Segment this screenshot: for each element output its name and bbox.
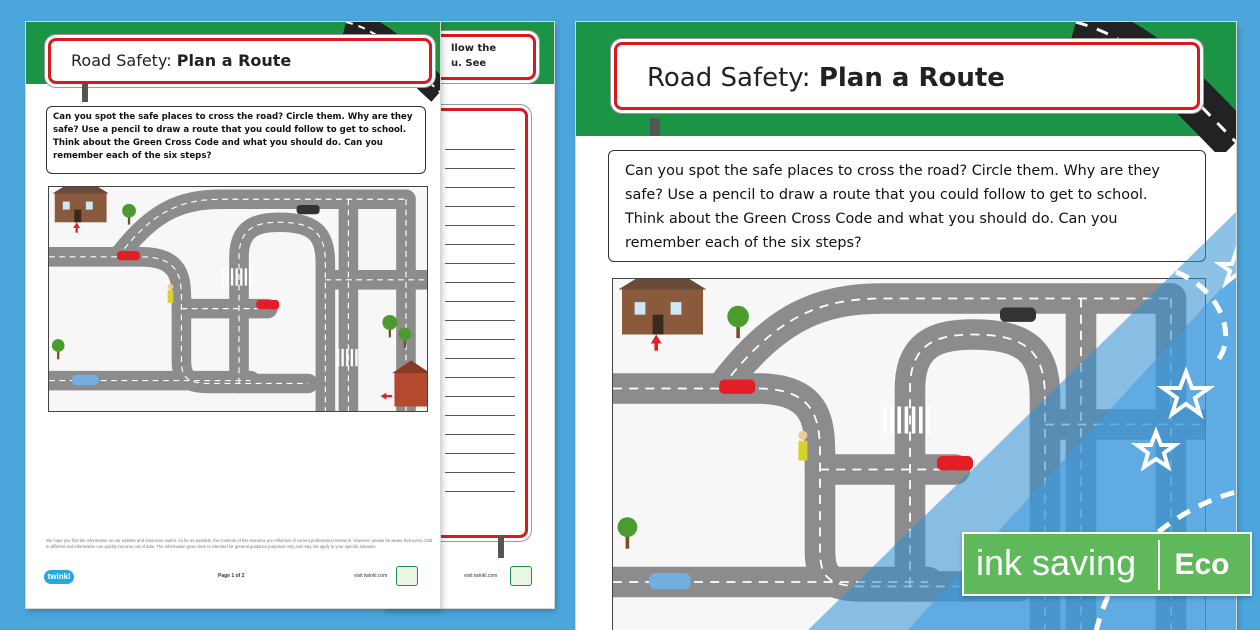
page-title xyxy=(71,51,291,70)
page2-partial-text-2: u. See xyxy=(451,58,487,69)
twinkl-logo[interactable]: twinkl xyxy=(44,570,74,584)
page2-partial-text-1: llow the xyxy=(451,43,497,54)
title-regular: Road Safety: xyxy=(647,63,811,93)
page2-title-sign xyxy=(424,34,536,80)
instructions-text: Can you spot the safe places to cross the road? Circle them. Why are they safe? Use a pencil to draw a route that you could follow to get to school. Think about the Green Cross Code and what you should do. Can you remember each of the six steps? xyxy=(53,112,413,161)
page2-answer-box xyxy=(432,108,528,538)
eco-logo xyxy=(396,566,418,586)
ink-saving-eco-badge xyxy=(962,532,1252,596)
title-sign xyxy=(48,38,432,84)
sign-post xyxy=(498,536,504,558)
eco-label: Eco xyxy=(1158,540,1244,590)
title-bold: Plan a Route xyxy=(176,51,292,70)
page2-site-link[interactable]: visit twinkl.com xyxy=(464,573,498,579)
ink-saving-label: ink saving xyxy=(976,542,1137,583)
disclaimer-text: We hope you find the information on our website and resources useful. As far as possible, the contents of this resource are reflective of current professional research. However, please be aware that every child is different and information can quickly become out of date. The information given here is intended for general guidance purposes only and may not apply to your specific situation. xyxy=(46,538,433,549)
route-map xyxy=(48,186,428,412)
route-map-drawing xyxy=(49,187,428,412)
worksheet-page-1 xyxy=(26,22,440,608)
title-regular: Road Safety: xyxy=(71,51,172,70)
instructions-box xyxy=(46,106,426,174)
sign-post xyxy=(82,84,88,102)
page2-eco-logo xyxy=(510,566,532,586)
title-bold: Plan a Route xyxy=(818,63,1005,93)
site-link[interactable]: visit twinkl.com xyxy=(354,573,388,579)
page-number: Page 1 of 2 xyxy=(218,573,245,579)
answer-lines xyxy=(445,131,515,492)
instructions-text: Can you spot the safe places to cross the road? Circle them. Why are they safe? Use a pencil to draw a route that you could follow to get to school. Think about the Green Cross Code and what you should do. Can you remember each of the six steps? xyxy=(625,163,1160,251)
